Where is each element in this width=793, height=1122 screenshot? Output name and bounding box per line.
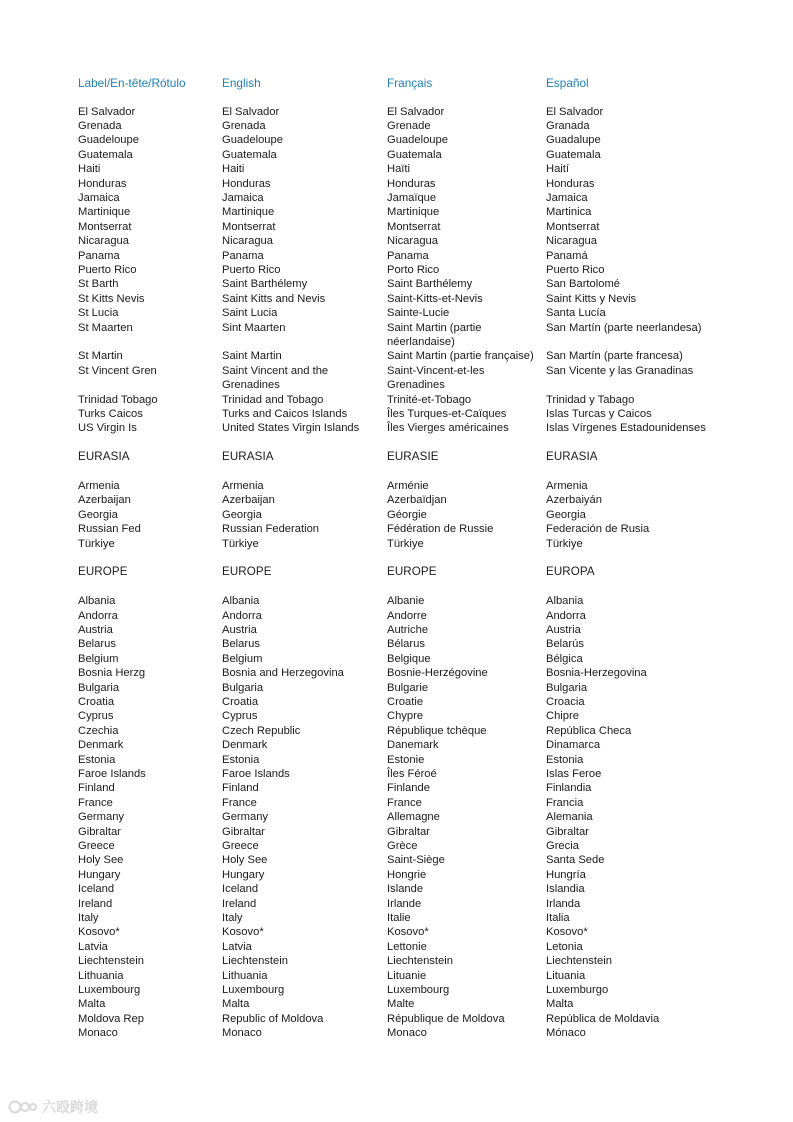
cell-french: Saint-Kitts-et-Nevis xyxy=(387,292,483,305)
cell-english: Saint Vincent and the Grenadines xyxy=(222,364,329,392)
cell-english: Guadeloupe xyxy=(222,134,283,147)
cell-english: Greece xyxy=(222,839,259,852)
cell-french: Islande xyxy=(387,883,424,896)
cell-french: Îles Vierges américaines xyxy=(387,422,509,435)
cell-spanish: Luxemburgo xyxy=(546,983,609,996)
cell-english: Germany xyxy=(222,811,269,824)
cell-french: Nicaragua xyxy=(387,235,438,248)
cell-english: El Salvador xyxy=(222,105,280,118)
cell-french: Bulgarie xyxy=(387,681,429,694)
cell-english: Belgium xyxy=(222,652,263,665)
cell-label: Hungary xyxy=(78,868,121,881)
cell-french: Haïti xyxy=(387,163,411,176)
cell-label: Grenada xyxy=(78,119,122,132)
cell-spanish: Trinidad y Tabago xyxy=(546,393,635,406)
cell-english: Azerbaijan xyxy=(222,494,275,507)
cell-spanish: Honduras xyxy=(546,177,595,190)
cell-label: Holy See xyxy=(78,854,124,867)
cell-label: Ireland xyxy=(78,897,113,910)
cell-english: Martinique xyxy=(222,206,275,219)
cell-spanish: Guatemala xyxy=(546,148,601,161)
cell-english: EUROPE xyxy=(222,565,272,579)
cell-french: Chypre xyxy=(387,710,424,723)
cell-label: El Salvador xyxy=(78,105,136,118)
cell-french: Liechtenstein xyxy=(387,955,453,968)
cell-spanish: Armenia xyxy=(546,479,588,492)
cell-label: St Maarten xyxy=(78,321,133,334)
cell-french: Guadeloupe xyxy=(387,134,448,147)
cell-french: Panama xyxy=(387,249,429,262)
column-header-french: Français xyxy=(387,76,433,90)
cell-label: France xyxy=(78,796,113,809)
cell-label: EURASIA xyxy=(78,450,130,464)
cell-spanish: Italia xyxy=(546,911,570,924)
cell-label: Latvia xyxy=(78,940,108,953)
cell-label: Czechia xyxy=(78,724,119,737)
cell-label: Liechtenstein xyxy=(78,955,144,968)
cell-english: Panama xyxy=(222,249,264,262)
watermark-text: 六殴跨境 xyxy=(42,1099,98,1115)
cell-french: France xyxy=(387,796,422,809)
cell-label: Azerbaijan xyxy=(78,494,131,507)
cell-label: Bulgaria xyxy=(78,681,120,694)
cell-english: Malta xyxy=(222,998,250,1011)
cell-french: Finlande xyxy=(387,782,430,795)
watermark xyxy=(8,1096,98,1118)
cell-label: St Martin xyxy=(78,350,123,363)
cell-spanish: Belarús xyxy=(546,638,584,651)
cell-spanish: Bulgaria xyxy=(546,681,588,694)
cell-spanish: República de Moldavia xyxy=(546,1012,660,1025)
cell-french: EURASIE xyxy=(387,450,439,464)
cell-french: République tchèque xyxy=(387,724,487,737)
cell-french: République de Moldova xyxy=(387,1012,505,1025)
cell-french: Saint-Vincent-et-les Grenadines xyxy=(387,364,485,392)
cell-english: Albania xyxy=(222,595,260,608)
cell-spanish: Hungría xyxy=(546,868,586,881)
cell-french: Estonie xyxy=(387,753,425,766)
cell-english: EURASIA xyxy=(222,450,274,464)
cell-english: Luxembourg xyxy=(222,983,285,996)
cell-french: Porto Rico xyxy=(387,263,440,276)
column-header-english: English xyxy=(222,76,261,90)
cell-english: Ireland xyxy=(222,897,257,910)
cell-english: Cyprus xyxy=(222,710,258,723)
cell-french: Bosnie-Herzégovine xyxy=(387,667,488,680)
cell-english: Saint Barthélemy xyxy=(222,278,308,291)
cell-spanish: Haití xyxy=(546,163,570,176)
cell-english: Saint Kitts and Nevis xyxy=(222,292,326,305)
cell-french: Lettonie xyxy=(387,940,427,953)
cell-french: Azerbaïdjan xyxy=(387,494,447,507)
cell-label: Denmark xyxy=(78,739,124,752)
cell-spanish: Irlanda xyxy=(546,897,581,910)
cell-label: Malta xyxy=(78,998,106,1011)
cell-english: Finland xyxy=(222,782,259,795)
cell-spanish: Estonia xyxy=(546,753,584,766)
cell-english: Bosnia and Herzegovina xyxy=(222,667,344,680)
cell-spanish: San Vicente y las Granadinas xyxy=(546,364,694,377)
cell-spanish: Georgia xyxy=(546,508,586,521)
cell-label: St Lucia xyxy=(78,307,119,320)
cell-label: Austria xyxy=(78,623,113,636)
cell-french: Irlande xyxy=(387,897,422,910)
cell-french: Andorre xyxy=(387,609,427,622)
cell-label: St Barth xyxy=(78,278,119,291)
cell-english: Trinidad and Tobago xyxy=(222,393,324,406)
cell-spanish: Alemania xyxy=(546,811,593,824)
cell-english: Austria xyxy=(222,623,257,636)
cell-spanish: San Martín (parte francesa) xyxy=(546,350,683,363)
cell-french: Allemagne xyxy=(387,811,440,824)
cell-english: Türkiye xyxy=(222,537,259,550)
cell-french: Fédération de Russie xyxy=(387,523,494,536)
cell-english: Guatemala xyxy=(222,148,277,161)
cell-french: Luxembourg xyxy=(387,983,450,996)
cell-english: Hungary xyxy=(222,868,265,881)
cell-label: Albania xyxy=(78,595,116,608)
cell-spanish: Islas Turcas y Caicos xyxy=(546,407,652,420)
cell-spanish: Guadalupe xyxy=(546,134,601,147)
cell-label: Montserrat xyxy=(78,220,132,233)
cell-label: Moldova Rep xyxy=(78,1012,144,1025)
cell-spanish: Croacia xyxy=(546,695,585,708)
cell-english: Republic of Moldova xyxy=(222,1012,324,1025)
cell-english: Denmark xyxy=(222,739,268,752)
cell-spanish: Islas Feroe xyxy=(546,767,602,780)
cell-english: Monaco xyxy=(222,1027,262,1040)
cell-english: Iceland xyxy=(222,883,259,896)
cell-spanish: Jamaica xyxy=(546,191,588,204)
cell-label: Croatia xyxy=(78,695,115,708)
cell-spanish: Islandia xyxy=(546,883,585,896)
cell-label: US Virgin Is xyxy=(78,422,137,435)
cell-label: Turks Caicos xyxy=(78,407,143,420)
cell-label: EUROPE xyxy=(78,565,128,579)
cell-english: Latvia xyxy=(222,940,252,953)
cell-spanish: República Checa xyxy=(546,724,632,737)
cell-spanish: Grecia xyxy=(546,839,579,852)
cell-french: Bélarus xyxy=(387,638,425,651)
cell-english: Holy See xyxy=(222,854,268,867)
cell-french: Sainte-Lucie xyxy=(387,307,450,320)
cell-spanish: San Martín (parte neerlandesa) xyxy=(546,321,702,334)
cell-spanish: Santa Sede xyxy=(546,854,605,867)
cell-spanish: Kosovo* xyxy=(546,926,588,939)
cell-english: Russian Federation xyxy=(222,523,320,536)
cell-english: Italy xyxy=(222,911,243,924)
cell-french: Monaco xyxy=(387,1027,427,1040)
cell-french: EUROPE xyxy=(387,565,437,579)
cell-french: Guatemala xyxy=(387,148,442,161)
cell-label: Jamaica xyxy=(78,191,120,204)
cell-label: Haiti xyxy=(78,163,101,176)
cell-english: Bulgaria xyxy=(222,681,264,694)
cell-english: Estonia xyxy=(222,753,260,766)
cell-label: Trinidad Tobago xyxy=(78,393,158,406)
cell-spanish: Albania xyxy=(546,595,584,608)
cell-english: Puerto Rico xyxy=(222,263,281,276)
cell-spanish: Türkiye xyxy=(546,537,583,550)
cell-label: Armenia xyxy=(78,479,120,492)
cell-label: Germany xyxy=(78,811,125,824)
cell-spanish: San Bartolomé xyxy=(546,278,621,291)
cell-french: Autriche xyxy=(387,623,429,636)
cell-spanish: EUROPA xyxy=(546,565,595,579)
cell-label: Estonia xyxy=(78,753,116,766)
cell-english: Grenada xyxy=(222,119,266,132)
cell-spanish: Andorra xyxy=(546,609,586,622)
cell-english: Sint Maarten xyxy=(222,321,286,334)
cell-english: France xyxy=(222,796,257,809)
cell-english: Gibraltar xyxy=(222,825,265,838)
cell-spanish: Azerbaiyán xyxy=(546,494,602,507)
cell-label: Gibraltar xyxy=(78,825,121,838)
cell-label: Belgium xyxy=(78,652,119,665)
cell-spanish: Finlandia xyxy=(546,782,592,795)
cell-spanish: Bélgica xyxy=(546,652,583,665)
cell-label: Kosovo* xyxy=(78,926,120,939)
cell-spanish: Montserrat xyxy=(546,220,600,233)
cell-label: Guadeloupe xyxy=(78,134,139,147)
cell-english: Montserrat xyxy=(222,220,276,233)
cell-spanish: Islas Vírgenes Estadounidenses xyxy=(546,422,706,435)
cell-english: Kosovo* xyxy=(222,926,264,939)
cell-spanish: Panamá xyxy=(546,249,588,262)
cell-spanish: Chipre xyxy=(546,710,579,723)
cell-label: Monaco xyxy=(78,1027,118,1040)
cell-french: Saint Martin (partie française) xyxy=(387,350,534,363)
cell-french: Türkiye xyxy=(387,537,424,550)
cell-spanish: Nicaragua xyxy=(546,235,597,248)
cell-label: Cyprus xyxy=(78,710,114,723)
cell-spanish: Dinamarca xyxy=(546,739,601,752)
cell-french: Albanie xyxy=(387,595,425,608)
cell-english: United States Virgin Islands xyxy=(222,422,360,435)
cell-label: Martinique xyxy=(78,206,131,219)
cell-english: Croatia xyxy=(222,695,259,708)
cell-french: Grèce xyxy=(387,839,418,852)
cell-label: Guatemala xyxy=(78,148,133,161)
cell-label: Lithuania xyxy=(78,969,124,982)
cell-spanish: Bosnia-Herzegovina xyxy=(546,667,647,680)
cell-french: Gibraltar xyxy=(387,825,430,838)
cell-label: Faroe Islands xyxy=(78,767,146,780)
cell-french: Kosovo* xyxy=(387,926,429,939)
cell-french: Italie xyxy=(387,911,411,924)
cell-french: Grenade xyxy=(387,119,431,132)
cell-french: Géorgie xyxy=(387,508,427,521)
cell-spanish: Santa Lucía xyxy=(546,307,606,320)
cell-label: Georgia xyxy=(78,508,118,521)
cell-french: Montserrat xyxy=(387,220,441,233)
cell-spanish: Saint Kitts y Nevis xyxy=(546,292,637,305)
cell-label: Bosnia Herzg xyxy=(78,667,146,680)
cell-label: Greece xyxy=(78,839,115,852)
cell-spanish: Lituania xyxy=(546,969,586,982)
cell-english: Nicaragua xyxy=(222,235,273,248)
cell-french: Martinique xyxy=(387,206,440,219)
cell-spanish: Martinica xyxy=(546,206,592,219)
cell-french: Saint-Siège xyxy=(387,854,445,867)
cell-french: El Salvador xyxy=(387,105,445,118)
column-header-label: Label/En-tête/Rótulo xyxy=(78,76,186,90)
cell-label: Nicaragua xyxy=(78,235,129,248)
cell-english: Honduras xyxy=(222,177,271,190)
cell-english: Turks and Caicos Islands xyxy=(222,407,348,420)
cell-french: Malte xyxy=(387,998,415,1011)
cell-french: Jamaïque xyxy=(387,191,437,204)
cell-spanish: EURASIA xyxy=(546,450,598,464)
cell-french: Croatie xyxy=(387,695,424,708)
cell-label: Panama xyxy=(78,249,120,262)
cell-label: Iceland xyxy=(78,883,115,896)
cell-english: Faroe Islands xyxy=(222,767,290,780)
cell-label: Honduras xyxy=(78,177,127,190)
cell-spanish: Francia xyxy=(546,796,584,809)
cell-english: Saint Lucia xyxy=(222,307,278,320)
cell-label: Russian Fed xyxy=(78,523,141,536)
cell-english: Jamaica xyxy=(222,191,264,204)
cell-label: Italy xyxy=(78,911,99,924)
cell-spanish: Federación de Rusia xyxy=(546,523,650,536)
cell-french: Honduras xyxy=(387,177,436,190)
cell-english: Haiti xyxy=(222,163,245,176)
cell-label: Türkiye xyxy=(78,537,115,550)
cell-spanish: Gibraltar xyxy=(546,825,589,838)
cell-spanish: El Salvador xyxy=(546,105,604,118)
cell-spanish: Austria xyxy=(546,623,581,636)
cell-spanish: Granada xyxy=(546,119,590,132)
cell-label: Andorra xyxy=(78,609,118,622)
cell-english: Armenia xyxy=(222,479,264,492)
cell-french: Danemark xyxy=(387,739,439,752)
cell-spanish: Letonia xyxy=(546,940,583,953)
cell-french: Saint Martin (partie néerlandaise) xyxy=(387,321,482,348)
cell-french: Trinité-et-Tobago xyxy=(387,393,472,406)
column-header-spanish: Español xyxy=(546,76,589,90)
cell-french: Lituanie xyxy=(387,969,427,982)
logo-icon xyxy=(8,1098,38,1116)
cell-english: Saint Martin xyxy=(222,350,282,363)
cell-label: Luxembourg xyxy=(78,983,141,996)
cell-french: Belgique xyxy=(387,652,431,665)
cell-label: Finland xyxy=(78,782,115,795)
cell-spanish: Malta xyxy=(546,998,574,1011)
cell-label: Puerto Rico xyxy=(78,263,137,276)
cell-english: Lithuania xyxy=(222,969,268,982)
cell-english: Belarus xyxy=(222,638,260,651)
cell-spanish: Puerto Rico xyxy=(546,263,605,276)
cell-spanish: Mónaco xyxy=(546,1027,586,1040)
cell-label: St Kitts Nevis xyxy=(78,292,145,305)
cell-french: Îles Turques-et-Caïques xyxy=(387,407,507,420)
cell-english: Czech Republic xyxy=(222,724,301,737)
cell-french: Arménie xyxy=(387,479,429,492)
cell-english: Liechtenstein xyxy=(222,955,288,968)
cell-english: Georgia xyxy=(222,508,262,521)
cell-french: Saint Barthélemy xyxy=(387,278,473,291)
cell-french: Hongrie xyxy=(387,868,427,881)
cell-english: Andorra xyxy=(222,609,262,622)
cell-label: Belarus xyxy=(78,638,116,651)
cell-french: Îles Féroé xyxy=(387,767,437,780)
cell-spanish: Liechtenstein xyxy=(546,955,612,968)
cell-label: St Vincent Gren xyxy=(78,364,157,377)
